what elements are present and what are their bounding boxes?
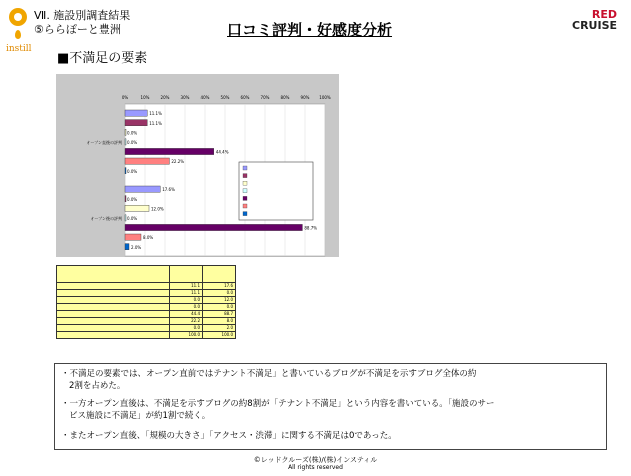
table-cell-value: 0.0 xyxy=(170,304,203,311)
table-row xyxy=(57,311,236,318)
note-line1: ・不満足の要素では、オープン直前ではテナント不満足」と書いているブログが不満足を示すブログ全体の約 xyxy=(61,369,477,379)
bar xyxy=(125,215,126,221)
table-cell-value: 12.0 xyxy=(203,297,236,304)
section-number: Ⅶ. 施設別調査結果 xyxy=(34,9,131,22)
bar xyxy=(125,168,126,174)
table-header-group1 xyxy=(170,266,203,283)
data-label: 44.4% xyxy=(215,149,229,155)
table-cell-label xyxy=(57,297,170,304)
table-header-group2 xyxy=(203,266,236,283)
footer-copyright: ©レッドクルーズ(株)/(株)インスティル xyxy=(253,456,378,464)
note-line5: ・またオープン直後、「規模の大きさ」「アクセス・渋滞」に関する不満足は0であった。 xyxy=(61,431,397,441)
data-label: 2.0% xyxy=(131,244,142,250)
bar xyxy=(125,120,147,126)
legend-swatch xyxy=(243,212,247,216)
bar xyxy=(125,244,129,250)
legend-swatch xyxy=(243,174,247,178)
table-cell-label xyxy=(57,311,170,318)
x-tick-label: 70% xyxy=(260,95,270,100)
legend-swatch xyxy=(243,196,247,200)
table-cell-label xyxy=(57,290,170,297)
data-label: 11.1% xyxy=(149,111,162,117)
table-row xyxy=(57,332,236,339)
data-label: 0.0% xyxy=(127,216,138,221)
group-label: オープン後の評判 xyxy=(90,216,122,221)
table-cell-value: 0.0 xyxy=(170,297,203,304)
instill-logo-text: instill xyxy=(6,44,32,54)
group-label: オープン直後の評判 xyxy=(86,140,122,145)
table-row xyxy=(57,283,236,290)
data-label: 0.0% xyxy=(127,130,138,136)
table-cell-label xyxy=(57,283,170,290)
dissatisfaction-chart xyxy=(56,74,339,257)
table-cell-value: 44.4 xyxy=(170,311,203,318)
footer-rights: All rights reserved xyxy=(288,464,343,471)
table-row xyxy=(57,297,236,304)
data-table xyxy=(56,265,236,339)
table-cell-value: 22.2 xyxy=(170,318,203,325)
table-cell-label xyxy=(57,318,170,325)
table-cell-value: 0.0 xyxy=(170,325,203,332)
table-cell-label xyxy=(57,325,170,332)
data-label: 0.0% xyxy=(127,196,138,202)
legend-swatch xyxy=(243,204,247,208)
x-tick-label: 0% xyxy=(121,95,129,100)
table-cell-value: 2.0 xyxy=(203,325,236,332)
note-line4: ビス施設に不満足」が約1割で続く。 xyxy=(69,411,211,421)
table-cell-value: 8.0 xyxy=(203,318,236,325)
data-label: 8.0% xyxy=(143,235,154,241)
x-tick-label: 20% xyxy=(160,95,170,100)
table-cell-value: 0.0 xyxy=(203,304,236,311)
bar xyxy=(125,129,126,135)
data-label: 17.6% xyxy=(162,187,175,193)
legend-box xyxy=(239,162,313,220)
brand-line2: CRUISE xyxy=(572,19,618,32)
table-cell-value: 88.7 xyxy=(203,311,236,318)
x-tick-label: 30% xyxy=(180,95,190,100)
table-row xyxy=(57,304,236,311)
legend-swatch xyxy=(243,189,247,193)
bar xyxy=(125,110,147,116)
table-row xyxy=(57,290,236,297)
data-label: 12.0% xyxy=(151,206,164,212)
legend-swatch xyxy=(243,166,247,170)
instill-logo-mark xyxy=(9,8,27,26)
bar xyxy=(125,224,302,230)
table-cell-value: 11.1 xyxy=(170,290,203,297)
data-label: 22.2% xyxy=(171,159,185,165)
data-label: 0.0% xyxy=(127,168,138,174)
table-cell-label xyxy=(57,332,170,339)
bar xyxy=(125,186,160,192)
x-tick-label: 100% xyxy=(319,95,331,100)
data-label: 88.7% xyxy=(304,225,318,231)
x-tick-label: 90% xyxy=(300,95,310,100)
x-tick-label: 80% xyxy=(280,95,290,100)
table-cell-value: 100.0 xyxy=(170,332,203,339)
page-title: 口コミ評判・好感度分析 xyxy=(227,21,393,39)
summary-box xyxy=(54,363,607,450)
bar xyxy=(125,205,149,211)
bar xyxy=(125,196,126,202)
table-row xyxy=(57,325,236,332)
table-cell-value: 11.1 xyxy=(170,283,203,290)
brand-line1: RED xyxy=(591,8,618,21)
bar xyxy=(125,139,126,145)
subheading: ■不満足の要素 xyxy=(57,51,148,66)
bar xyxy=(125,158,169,164)
data-label: 11.1% xyxy=(149,120,162,126)
x-tick-label: 10% xyxy=(140,95,150,100)
table-cell-value: 17.6 xyxy=(203,283,236,290)
note-line3: ・一方オープン直後は、不満足を示すブログの約8割が「テナント不満足」という内容を書いている。「施設のサー xyxy=(61,399,495,409)
table-cell-label xyxy=(57,304,170,311)
data-label: 0.0% xyxy=(127,140,138,145)
instill-logo-drop-icon xyxy=(15,30,21,39)
table-row xyxy=(57,318,236,325)
table-header-category xyxy=(57,266,170,283)
section-subtitle: ⑤ららぽーと豊洲 xyxy=(34,23,121,36)
red-cruise-logo xyxy=(572,9,617,31)
bar xyxy=(125,148,214,154)
note-line2: 2割を占めた。 xyxy=(69,381,126,391)
x-tick-label: 60% xyxy=(240,95,250,100)
table-cell-value: 100.0 xyxy=(203,332,236,339)
legend-swatch xyxy=(243,181,247,185)
bar xyxy=(125,234,141,240)
table-cell-value: 0.0 xyxy=(203,290,236,297)
x-tick-label: 50% xyxy=(220,95,230,100)
x-tick-label: 40% xyxy=(200,95,210,100)
